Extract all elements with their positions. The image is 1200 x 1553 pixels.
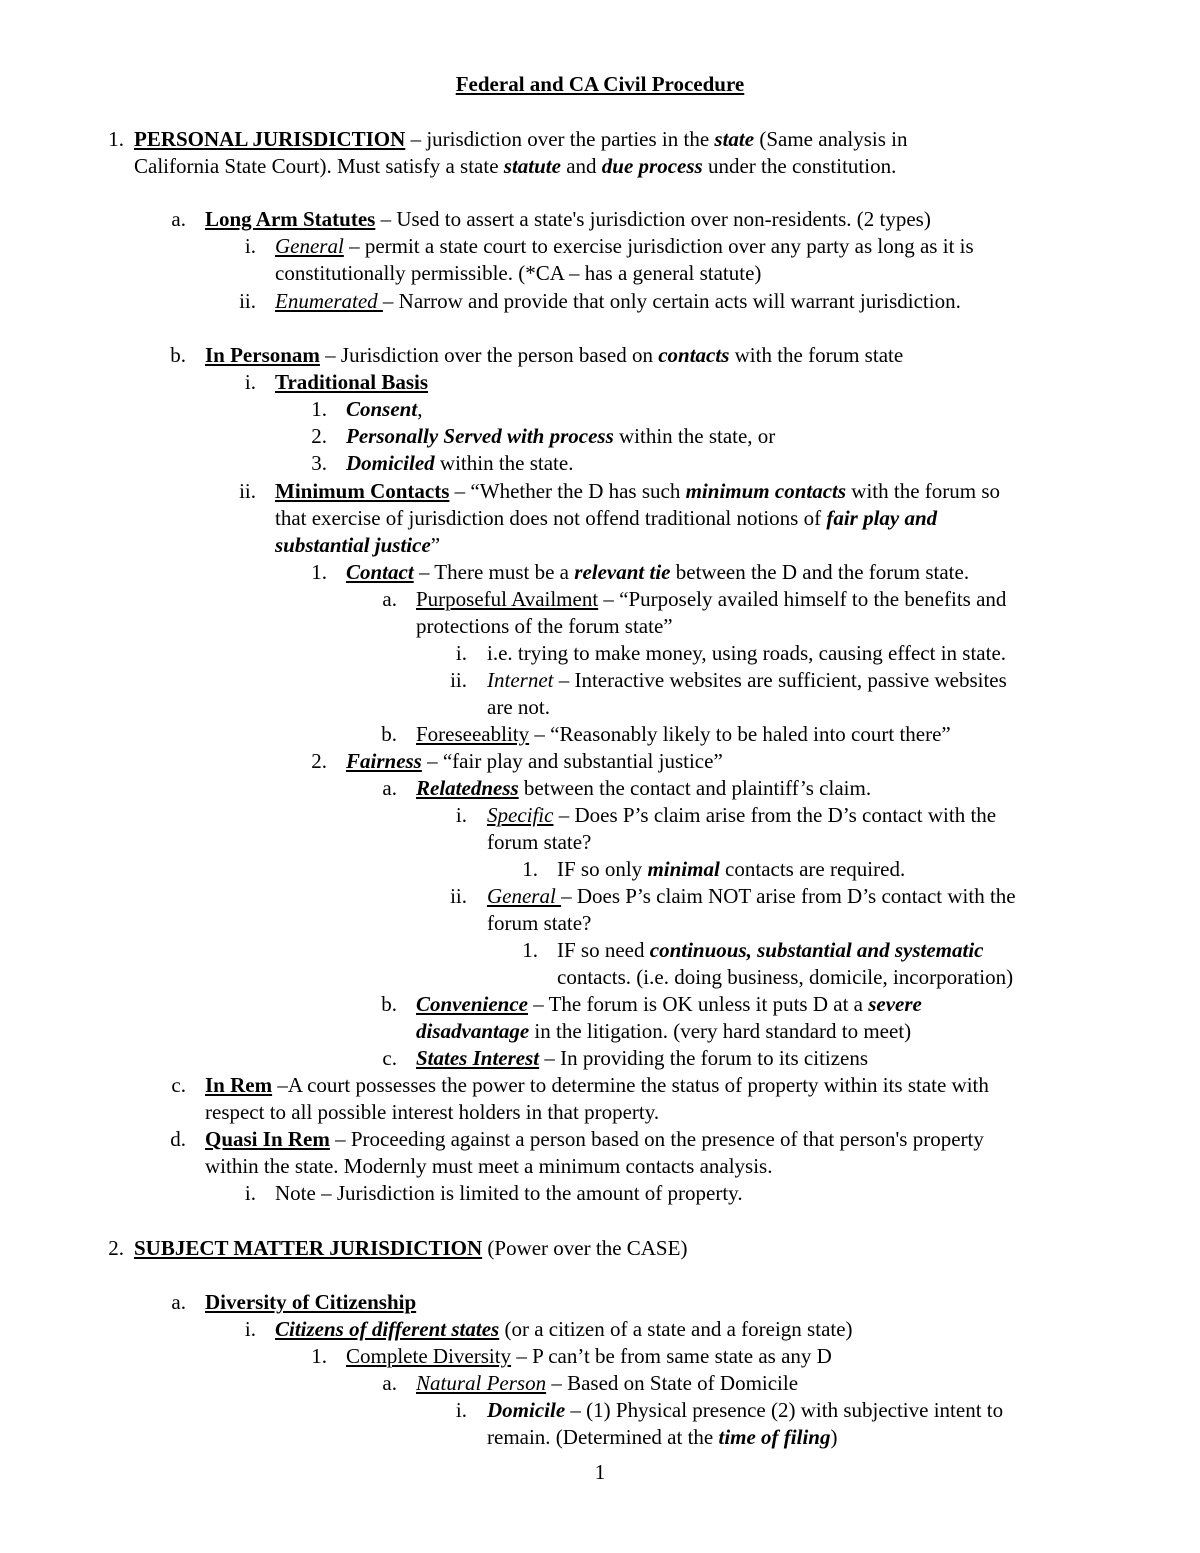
emphasis: substantial justice	[275, 533, 431, 557]
body-text: – permit a state court to exercise jurisdiction over any party as long as it is	[343, 234, 974, 258]
personal-jurisdiction-line-2	[134, 153, 896, 180]
page-title: Federal and CA Civil Procedure	[455, 72, 745, 96]
list-marker: i.	[244, 370, 256, 394]
list-marker: 1.	[108, 127, 124, 151]
emphasis: time of filing	[718, 1425, 831, 1449]
body-text: )	[830, 1425, 838, 1449]
list-marker: c.	[382, 1046, 397, 1070]
states-interest-line	[416, 1045, 868, 1072]
general-jurisdiction-line-2: forum state?	[487, 911, 592, 935]
emphasis: statute	[503, 154, 561, 178]
body-text: ,	[417, 397, 423, 421]
minimum-contacts-line	[275, 478, 1000, 505]
list-marker: 2.	[311, 424, 327, 448]
body-text: (Power over the CASE)	[482, 1236, 688, 1260]
list-marker: 1.	[522, 938, 538, 962]
list-marker: a.	[382, 1371, 397, 1395]
body-text: – The forum is OK unless it puts D at a	[527, 992, 869, 1016]
minimum-contacts-line-3	[275, 532, 440, 559]
domicile-line	[487, 1397, 1003, 1424]
body-text: IF so only	[557, 857, 648, 881]
term-label: Citizens of different states	[275, 1317, 500, 1341]
domiciled-line	[346, 450, 573, 477]
in-rem-line-2: respect to all possible interest holders in that property.	[205, 1100, 660, 1124]
term-label: Purposeful Availment	[416, 587, 599, 611]
body-text: ”	[430, 533, 441, 557]
body-text: within the state, or	[613, 424, 776, 448]
body-text: within the state.	[434, 451, 574, 475]
term-label: Natural Person	[416, 1371, 547, 1395]
body-text: with the forum state	[729, 343, 904, 367]
list-marker: 2.	[311, 749, 327, 773]
list-marker: ii.	[450, 668, 467, 692]
term-label: Convenience	[416, 992, 528, 1016]
traditional-basis-line	[275, 369, 428, 396]
term-label: States Interest	[416, 1046, 540, 1070]
emphasis: contacts	[658, 343, 730, 367]
list-marker: b.	[170, 343, 186, 367]
specific-line	[487, 802, 996, 829]
fairness-line	[346, 748, 723, 775]
body-text: (Same analysis in	[754, 127, 908, 151]
term-label: Enumerated	[275, 289, 383, 313]
list-marker: b.	[381, 992, 397, 1016]
subsection-heading: In Personam	[205, 343, 320, 367]
body-text: – Based on State of Domicile	[546, 1371, 799, 1395]
subsection-heading: Long Arm Statutes	[205, 207, 376, 231]
body-text: (or a citizen of a state and a foreign state)	[499, 1317, 853, 1341]
general-statute-line-2: constitutionally permissible. (*CA – has a general statute)	[275, 261, 762, 285]
general-statute-line	[275, 233, 974, 260]
list-marker: i.	[455, 803, 467, 827]
body-text: – Does P’s claim arise from the D’s contact with the	[553, 803, 997, 827]
emphasis: state	[714, 127, 755, 151]
subsection-heading: In Rem	[205, 1073, 273, 1097]
purposeful-availment-line-2: protections of the forum state”	[416, 614, 673, 638]
list-marker: ii.	[450, 884, 467, 908]
emphasis: fair play and	[826, 506, 938, 530]
term-label: Foreseeablity	[416, 722, 530, 746]
body-text: – Narrow and provide that only certain acts will warrant jurisdiction.	[382, 289, 961, 313]
personal-jurisdiction-line	[134, 126, 907, 153]
term-label: General	[275, 234, 344, 258]
list-marker: i.	[455, 641, 467, 665]
list-marker: i.	[455, 1398, 467, 1422]
emphasis: relevant tie	[574, 560, 671, 584]
body-text: remain. (Determined at the	[487, 1425, 719, 1449]
body-text: between the contact and plaintiff’s claim.	[518, 776, 872, 800]
term-label: General	[487, 884, 562, 908]
quasi-in-rem-line-2: within the state. Modernly must meet a minimum contacts analysis.	[205, 1154, 773, 1178]
body-text: – jurisdiction over the parties in the	[405, 127, 715, 151]
list-marker: d.	[170, 1127, 186, 1151]
body-text: – Interactive websites are sufficient, passive websites	[553, 668, 1007, 692]
body-text: –A court possesses the power to determine the status of property within its state with	[272, 1073, 989, 1097]
relatedness-line	[416, 775, 871, 802]
body-text: – Proceeding against a person based on the presence of that person's property	[329, 1127, 984, 1151]
list-marker: a.	[171, 207, 186, 231]
term-label: Minimum Contacts	[275, 479, 450, 503]
body-text: with the forum so	[846, 479, 1001, 503]
in-personam-line	[205, 342, 903, 369]
complete-diversity-line	[346, 1343, 832, 1370]
list-marker: ii.	[239, 479, 256, 503]
body-text: IF so need	[557, 938, 650, 962]
body-text: – There must be a	[413, 560, 575, 584]
list-marker: 1.	[311, 560, 327, 584]
body-text: – Does P’s claim NOT arise from D’s contact with the	[561, 884, 1016, 908]
term-label: Traditional Basis	[275, 370, 429, 394]
term-label: Fairness	[346, 749, 422, 773]
list-marker: b.	[381, 722, 397, 746]
specific-sub-line	[557, 856, 905, 883]
emphasis: disadvantage	[416, 1019, 530, 1043]
subsection-heading: Quasi In Rem	[205, 1127, 330, 1151]
specific-line-2: forum state?	[487, 830, 592, 854]
general-sub-line-2: contacts. (i.e. doing business, domicile, incorporation)	[557, 965, 1014, 989]
body-text: contacts are required.	[719, 857, 906, 881]
body-text: – P can’t be from same state as any D	[511, 1344, 832, 1368]
contact-line	[346, 559, 969, 586]
purposeful-availment-line	[416, 586, 1006, 613]
term-label: Complete Diversity	[346, 1344, 512, 1368]
term-label: Relatedness	[416, 776, 519, 800]
list-marker: i.	[244, 1181, 256, 1205]
list-marker: a.	[171, 1290, 186, 1314]
emphasis: minimum contacts	[685, 479, 847, 503]
subject-matter-line	[134, 1235, 687, 1262]
body-text: – “fair play and substantial justice”	[421, 749, 723, 773]
internet-line-2: are not.	[487, 695, 550, 719]
domicile-line-2	[487, 1424, 837, 1451]
list-marker: i.	[244, 234, 256, 258]
body-text: – “Reasonably likely to be haled into court there”	[529, 722, 951, 746]
body-text: and	[560, 154, 602, 178]
list-marker: i.	[244, 1317, 256, 1341]
diversity-line	[205, 1289, 416, 1316]
general-sub-line	[557, 937, 984, 964]
foreseeability-line	[416, 721, 951, 748]
emphasis: due process	[601, 154, 703, 178]
subsection-heading: Diversity of Citizenship	[205, 1290, 417, 1314]
list-marker: 3.	[311, 451, 327, 475]
body-text: – Jurisdiction over the person based on	[319, 343, 659, 367]
emphasis: Domicile	[487, 1398, 566, 1422]
page-number: 1	[594, 1460, 606, 1484]
enumerated-statute-line	[275, 288, 961, 315]
citizens-line	[275, 1316, 853, 1343]
consent-line	[346, 396, 422, 423]
quasi-in-rem-line	[205, 1126, 984, 1153]
list-marker: 1.	[522, 857, 538, 881]
list-marker: 1.	[311, 397, 327, 421]
list-marker: c.	[171, 1073, 186, 1097]
body-text: – “Whether the D has such	[449, 479, 686, 503]
body-text: between the D and the forum state.	[670, 560, 970, 584]
section-heading: SUBJECT MATTER JURISDICTION	[134, 1236, 483, 1260]
body-text: – Used to assert a state's jurisdiction over non-residents. (2 types)	[375, 207, 931, 231]
ie-line: i.e. trying to make money, using roads, causing effect in state.	[487, 641, 1007, 665]
long-arm-line	[205, 206, 931, 233]
emphasis: Consent	[346, 397, 418, 421]
emphasis: Domiciled	[346, 451, 435, 475]
note-line: Note – Jurisdiction is limited to the amount of property.	[275, 1181, 743, 1205]
list-marker: 2.	[108, 1236, 124, 1260]
convenience-line-2	[416, 1018, 911, 1045]
body-text: California State Court). Must satisfy a state	[134, 154, 504, 178]
section-heading: PERSONAL JURISDICTION	[134, 127, 406, 151]
general-jurisdiction-line	[487, 883, 1016, 910]
list-marker: a.	[382, 587, 397, 611]
term-label: Specific	[487, 803, 554, 827]
term-label: Internet	[487, 668, 554, 692]
body-text: under the constitution.	[702, 154, 897, 178]
body-text: – In providing the forum to its citizens	[539, 1046, 869, 1070]
personally-served-line	[346, 423, 775, 450]
body-text: in the litigation. (very hard standard to meet)	[529, 1019, 912, 1043]
minimum-contacts-line-2	[275, 505, 937, 532]
emphasis: severe	[868, 992, 922, 1016]
emphasis: Personally Served with process	[346, 424, 614, 448]
list-marker: a.	[382, 776, 397, 800]
body-text: – “Purposely availed himself to the benefits and	[598, 587, 1007, 611]
convenience-line	[416, 991, 922, 1018]
natural-person-line	[416, 1370, 798, 1397]
list-marker: ii.	[239, 289, 256, 313]
list-marker: 1.	[311, 1344, 327, 1368]
emphasis: continuous, substantial and systematic	[649, 938, 984, 962]
body-text: that exercise of jurisdiction does not offend traditional notions of	[275, 506, 827, 530]
internet-line	[487, 667, 1007, 694]
emphasis: minimal	[647, 857, 720, 881]
term-label: Contact	[346, 560, 414, 584]
body-text: – (1) Physical presence (2) with subjective intent to	[565, 1398, 1004, 1422]
in-rem-line	[205, 1072, 989, 1099]
